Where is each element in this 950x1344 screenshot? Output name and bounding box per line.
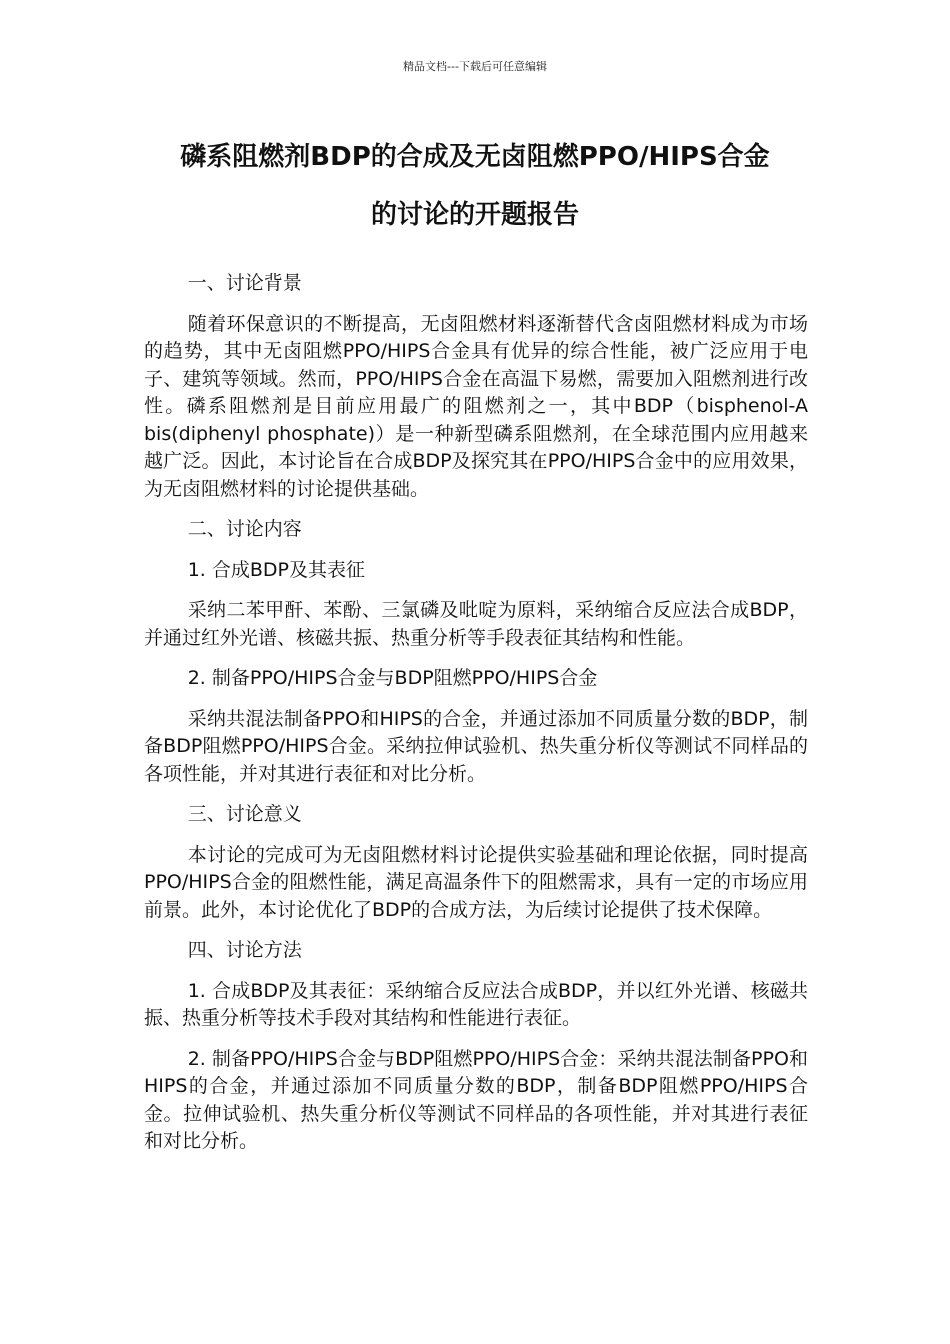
paragraph-significance: 本讨论的完成可为无卤阻燃材料讨论提供实验基础和理论依据，同时提高PPO/HIPS合金的阻燃性能，满足高温条件下的阻燃需求，具有一定的市场应用前景。此外，本讨论优化了BDP的合成方法，为后续讨论提供了技术保障。 [144,843,808,921]
document-title [120,128,830,244]
section-heading-significance: 三、讨论意义 [187,803,302,825]
paragraph-method-alloy: 2. 制备PPO/HIPS合金与BDP阻燃PPO/HIPS合金：采纳共混法制备PPO和HIPS的合金，并通过添加不同质量分数的BDP，制备BDP阻燃PPO/HIPS合金。拉伸试验机、热失重分析仪等测试不同样品的各项性能，并对其进行表征和对比分析。 [144,1047,808,1152]
paragraph-method-synthesis: 1. 合成BDP及其表征：采纳缩合反应法合成BDP，并以红外光谱、核磁共振、热重分析等技术手段对其结构和性能进行表征。 [144,979,808,1029]
document-title-line-1: 磷系阻燃剂BDP的合成及无卤阻燃PPO/HIPS合金 [180,142,770,172]
paragraph-alloy-preparation: 采纳共混法制备PPO和HIPS的合金，并通过添加不同质量分数的BDP，制备BDP阻燃PPO/HIPS合金。采纳拉伸试验机、热失重分析仪等测试不同样品的各项性能，并对其进行表征和对比分析。 [144,707,808,785]
subheading-alloy-preparation: 2. 制备PPO/HIPS合金与BDP阻燃PPO/HIPS合金 [187,667,598,689]
section-heading-background: 一、讨论背景 [187,272,302,294]
document-body [144,270,808,1169]
page-header-note: 精品文档---下载后可任意编辑 [403,60,547,73]
section-heading-content: 二、讨论内容 [187,518,302,540]
paragraph-synthesis: 采纳二苯甲酐、苯酚、三氯磷及吡啶为原料，采纳缩合反应法合成BDP，并通过红外光谱、核磁共振、热重分析等手段表征其结构和性能。 [144,599,808,649]
paragraph-background: 随着环保意识的不断提高，无卤阻燃材料逐渐替代含卤阻燃材料成为市场的趋势，其中无卤阻燃PPO/HIPS合金具有优异的综合性能，被广泛应用于电子、建筑等领域。然而，PPO/HIPS合金在高温下易燃，需要加入阻燃剂进行改性。磷系阻燃剂是目前应用最广的阻燃剂之一，其中BDP（bisphenol-A bis(diphenyl phosphate)）是一种新型磷系阻燃剂，在全球范围内应用越来越广泛。因此，本讨论旨在合成BDP及探究其在PPO/HIPS合金中的应用效果，为无卤阻燃材料的讨论提供基础。 [144,312,808,500]
document-title-line-2: 的讨论的开题报告 [370,200,579,230]
section-heading-methods: 四、讨论方法 [187,939,302,961]
subheading-synthesis: 1. 合成BDP及其表征 [187,558,365,581]
